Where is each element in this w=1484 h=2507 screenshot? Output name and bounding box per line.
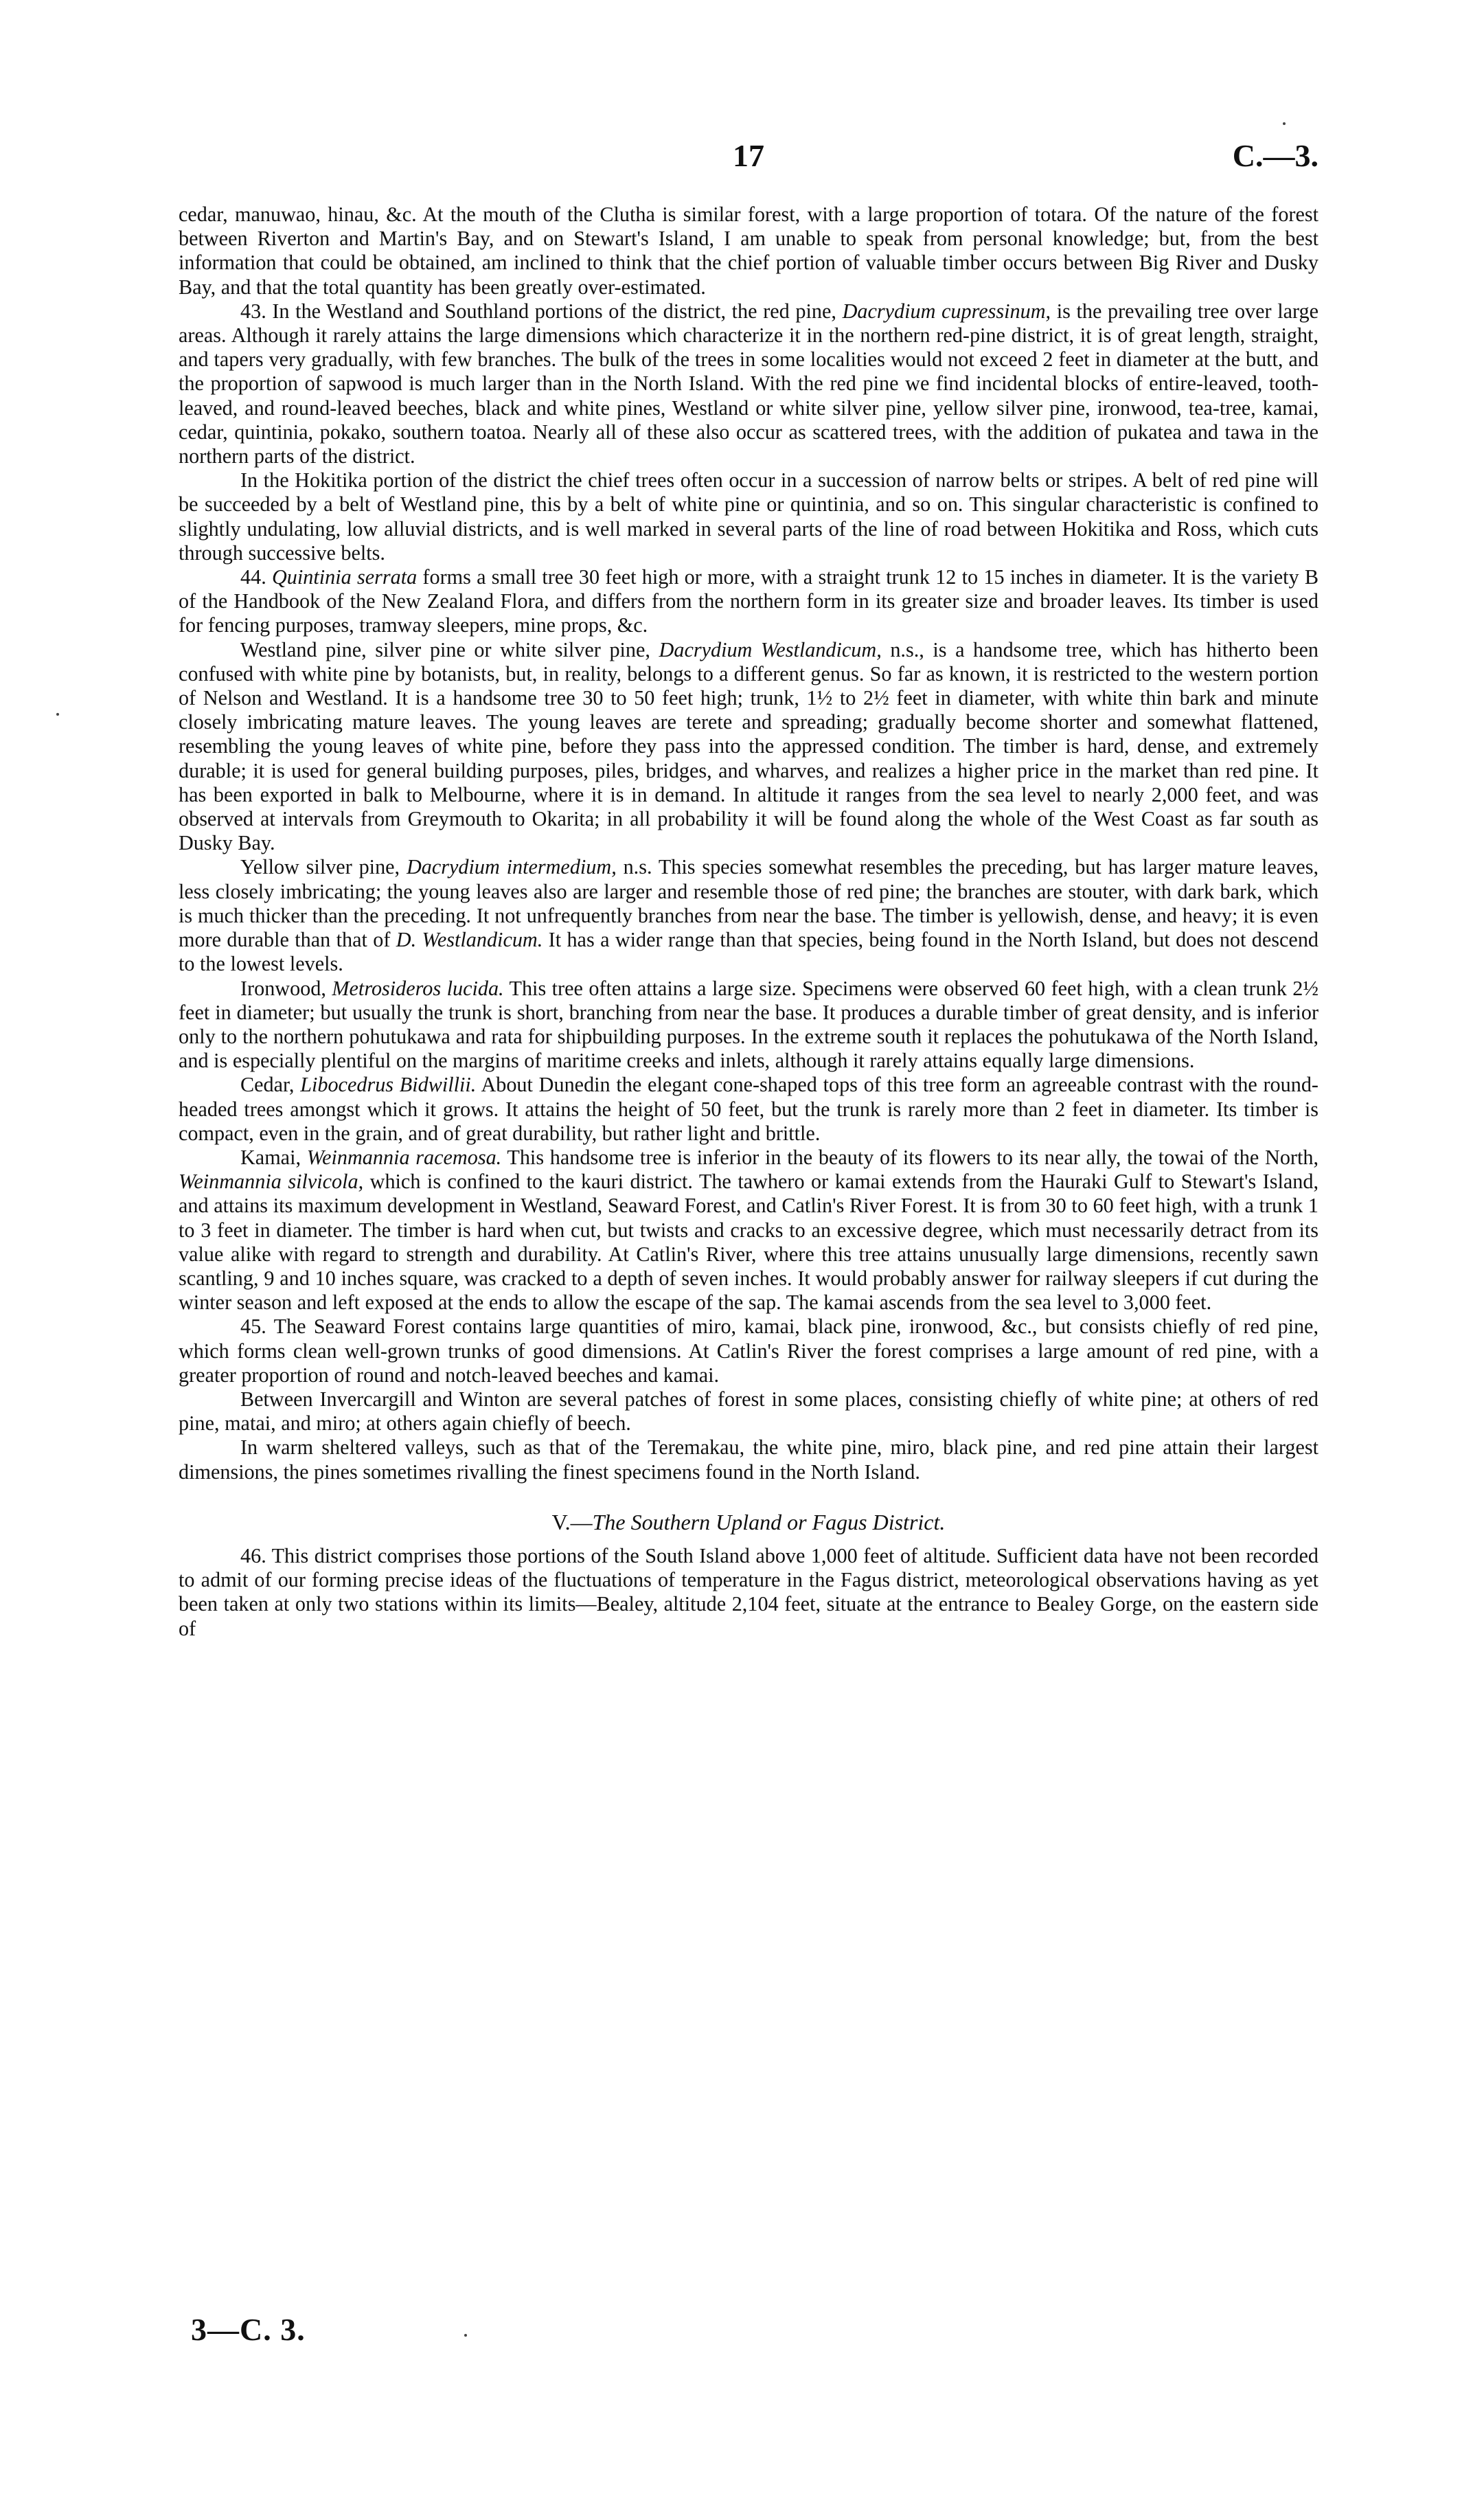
paragraph-43: 43. In the Westland and Southland portions of the district, the red pine, Dacrydium cupressinum, is the prevailing tree over large areas. Although it rarely attains the large dimensions which characterize it in the northern red-pine district, it is of great length, straight, and tapers very gradually, with few branches. The bulk of the trees in some localities would not exceed 2 feet in diameter at the butt, and the proportion of sapwood is much larger than in the North Island. With the red pine we find incidental blocks of entire-leaved, tooth-leaved, and round-leaved beeches, black and white pines, Westland or white silver pine, yellow silver pine, ironwood, tea-tree, kamai, cedar, quintinia, pokako, southern toatoa. Nearly all of these also occur as scattered trees, with the addition of pukatea and tawa in the northern parts of the district. <box>179 299 1319 468</box>
paragraph-46: 46. This district comprises those portions of the South Island above 1,000 feet of altitude. Sufficient data have not been recorded to admit of our forming precise ideas of the fluctuations of temperature in the Fagus district, meteorological observations having as yet been taken at only two stations within its limits—Bealey, altitude 2,104 feet, situate at the entrance to Bealey Gorge, on the eastern side of <box>179 1543 1319 1640</box>
page-header <box>179 137 1319 179</box>
page-number: 17 <box>733 138 764 173</box>
paragraph-clutha: cedar, manuwao, hinau, &c. At the mouth of the Clutha is similar forest, with a large proportion of totara. Of the nature of the forest between Riverton and Martin's Bay, and on Stewart's Island, I am unable to speak from personal knowledge; but, from the best information that could be obtained, am inclined to think that the chief portion of valuable timber occurs between Big River and Dusky Bay, and that the total quantity has been greatly over-estimated. <box>179 203 1319 299</box>
print-speck <box>464 2334 467 2337</box>
paragraph-ironwood: Ironwood, Metrosideros lucida. This tree often attains a large size. Specimens were observed 60 feet high, with a clean trunk 2½ feet in diameter; but usually the trunk is short, branching from near the base. It produces a durable timber of great density, and is inferior only to the northern pohutukawa and rata for shipbuilding purposes. In the extreme south it replaces the pohutukawa of the North Island, and is especially plentiful on the margins of maritime creeks and inlets, although it rarely attains equally large dimensions. <box>179 976 1319 1073</box>
species-name: D. Westlandicum. <box>396 928 543 952</box>
print-speck <box>1283 122 1286 125</box>
species-name: Weinmannia racemosa. <box>306 1145 502 1169</box>
paragraph-cedar: Cedar, Libocedrus Bidwillii. About Dunedin the elegant cone-shaped tops of this tree form an agreeable contrast with the round-headed trees amongst which it grows. It attains the height of 50 feet, but the trunk is rarely more than 2 feet in diameter. Its timber is compact, even in the grain, and of great durability, but rather light and brittle. <box>179 1073 1319 1145</box>
document-code: C.—3. <box>1232 138 1319 173</box>
body-text <box>179 203 1319 1641</box>
paragraph-44: 44. Quintinia serrata forms a small tree 30 feet high or more, with a straight trunk 12 to 15 inches in diameter. It is the variety B of the Handbook of the New Zealand Flora, and differs from the northern form in its greater size and broader leaves. Its timber is used for fencing purposes, tramway sleepers, mine props, &c. <box>179 565 1319 637</box>
species-name: Dacrydium intermedium, <box>406 855 617 879</box>
paragraph-45: 45. The Seaward Forest contains large quantities of miro, kamai, black pine, ironwood, &c., but consists chiefly of red pine, which forms clean well-grown trunks of good dimensions. At Catlin's River the forest comprises a large amount of red pine, with a greater proportion of round and notch-leaved beeches and kamai. <box>179 1315 1319 1387</box>
species-name: Libocedrus Bidwillii. <box>300 1073 477 1097</box>
paragraph-kamai: Kamai, Weinmannia racemosa. This handsome tree is inferior in the beauty of its flowers to its near ally, the towai of the North, Weinmannia silvicola, which is confined to the kauri district. The tawhero or kamai extends from the Hauraki Gulf to Stewart's Island, and attains its maximum development in Westland, Seaward Forest, and Catlin's River Forest. It is from 30 to 60 feet high, with a trunk 1 to 3 feet in diameter. The timber is hard when cut, but twists and cracks to an excessive degree, which must necessarily detract from its value alike with regard to strength and durability. At Catlin's River, where this tree attains unusually large dimensions, recently sawn scantling, 9 and 10 inches square, was cracked to a depth of seven inches. It would probably answer for railway sleepers if cut during the winter season and left exposed at the ends to allow the escape of the sap. The kamai ascends from the sea level to 3,000 feet. <box>179 1145 1319 1315</box>
paragraph-westland-pine: Westland pine, silver pine or white silver pine, Dacrydium Westlandicum, n.s., is a handsome tree, which has hitherto been confused with white pine by botanists, but, in reality, belongs to a different genus. So far as known, it is restricted to the western portion of Nelson and Westland. It is a handsome tree 30 to 50 feet high; trunk, 1½ to 2½ feet in diameter, with white thin bark and minute closely imbricating mature leaves. The young leaves are terete and spreading; gradually become shorter and somewhat flattened, resembling the young leaves of white pine, before they pass into the appressed condition. The timber is hard, dense, and extremely durable; it is used for general building purposes, piles, bridges, and wharves, and realizes a higher price in the market than red pine. It has been exported in balk to Melbourne, where it is in demand. In altitude it ranges from the sea level to nearly 2,000 feet, and was observed at intervals from Greymouth to Okarita; in all probability it will be found along the whole of the West Coast as far south as Dusky Bay. <box>179 637 1319 855</box>
paragraph-teremakau: In warm sheltered valleys, such as that of the Teremakau, the white pine, miro, black pine, and red pine attain their largest dimensions, the pines sometimes rivalling the finest specimens found in the North Island. <box>179 1436 1319 1484</box>
paragraph-yellow-silver-pine: Yellow silver pine, Dacrydium intermedium, n.s. This species somewhat resembles the preceding, but has larger mature leaves, less closely imbricating; the young leaves also are larger and resemble those of red pine; the branches are stouter, with dark bark, which is much thicker than the preceding. It not unfrequently branches from near the base. The timber is yellowish, dense, and heavy; it is even more durable than that of D. Westlandicum. It has a wider range than that species, being found in the North Island, but does not descend to the lowest levels. <box>179 855 1319 976</box>
print-speck <box>56 713 59 716</box>
species-name: Dacrydium cupressinum, <box>842 299 1051 323</box>
species-name: Dacrydium Westlandicum, <box>659 637 882 661</box>
paragraph-invercargill: Between Invercargill and Winton are several patches of forest in some places, consisting chiefly of white pine; at others of red pine, matai, and miro; at others again chiefly of beech. <box>179 1387 1319 1436</box>
species-name: Quintinia serrata <box>271 565 418 589</box>
signature-mark: 3—C. 3. <box>191 2312 306 2347</box>
paragraph-hokitika: In the Hokitika portion of the district the chief trees often occur in a succession of narrow belts or stripes. A belt of red pine will be succeeded by a belt of Westland pine, this by a belt of white pine or quintinia, and so on. This singular characteristic is confined to slightly undulating, low alluvial districts, and is well marked in several parts of the line of road between Hokitika and Ross, which cuts through successive belts. <box>179 468 1319 565</box>
species-name: Weinmannia silvicola, <box>179 1170 364 1194</box>
section-heading: V.—The Southern Upland or Fagus District. <box>551 1509 946 1534</box>
species-name: Metrosideros lucida. <box>332 976 504 1000</box>
